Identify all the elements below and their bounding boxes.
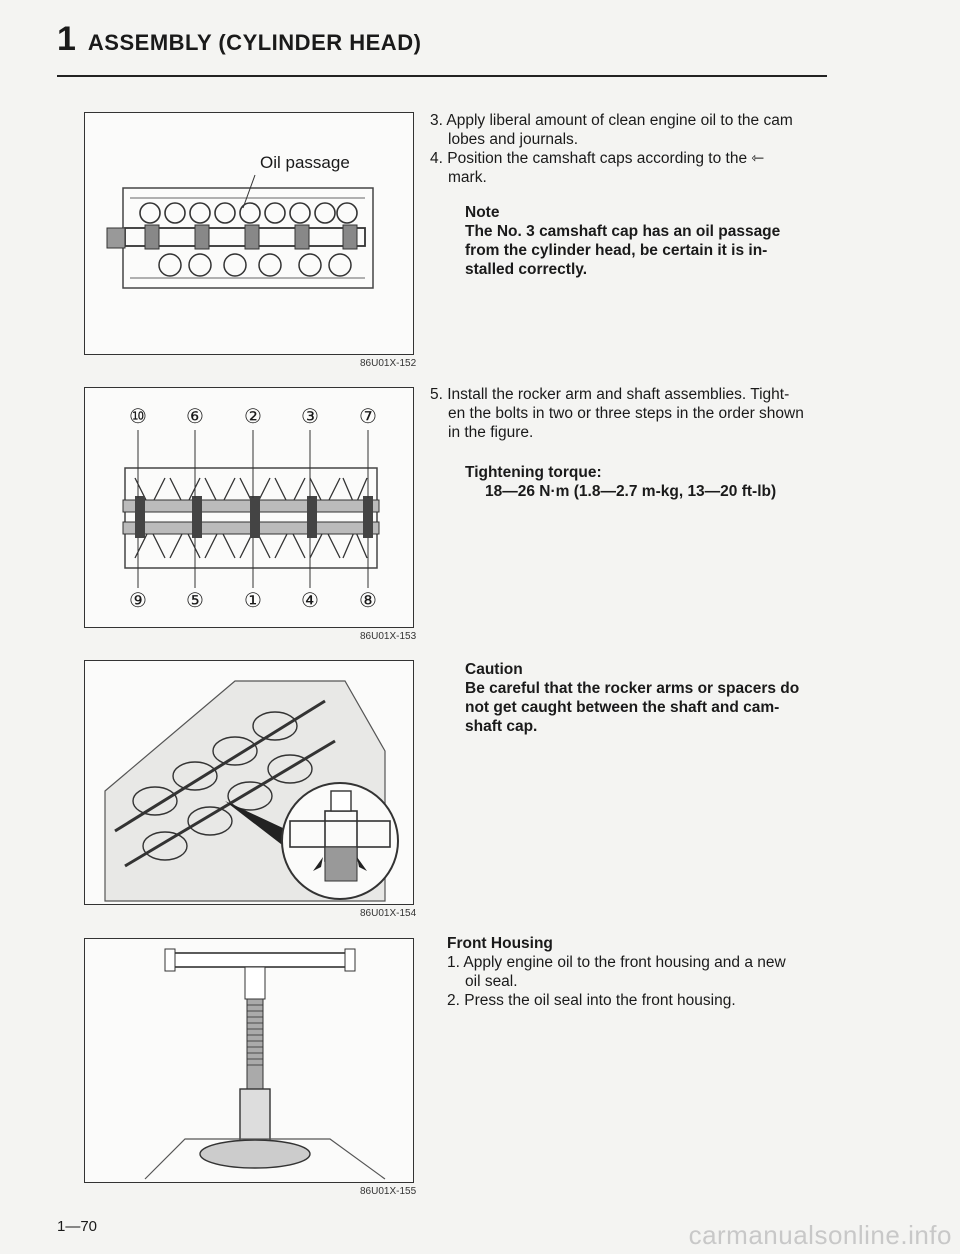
page-header	[57, 20, 421, 59]
step-number: 5.	[430, 386, 443, 403]
oil-seal-installer-drawing	[85, 939, 414, 1183]
caution-line: shaft cap.	[465, 718, 538, 735]
figure-bolt-order	[84, 387, 414, 628]
front-housing-section	[447, 934, 847, 1010]
rocker-shaft-installation-drawing	[85, 661, 414, 905]
note-block	[465, 203, 845, 279]
step-text: Apply liberal amount of clean engine oil to the cam	[446, 112, 793, 129]
watermark: carmanualsonline.info	[688, 1220, 952, 1250]
caution-line: not get caught between the shaft and cam-	[465, 699, 780, 716]
step-text-continued: oil seal.	[465, 973, 518, 990]
note-line: stalled correctly.	[465, 261, 588, 278]
section-number: 1	[57, 20, 76, 58]
torque-spec	[465, 463, 845, 501]
step-item	[430, 149, 830, 168]
step-text: Apply engine oil to the front housing and a new	[463, 954, 786, 971]
steps-3-4	[430, 111, 830, 187]
step-text: Install the rocker arm and shaft assemblies. Tight-	[447, 386, 790, 403]
bolt-number: ⑤	[186, 588, 204, 612]
bolt-number: ⑨	[129, 588, 147, 612]
step-item	[447, 953, 847, 972]
bolt-number: ②	[244, 404, 262, 428]
cylinder-head-camshaft-drawing	[85, 113, 414, 355]
note-heading: Note	[465, 204, 500, 221]
note-line: from the cylinder head, be certain it is in-	[465, 242, 768, 259]
bolt-number: ①	[244, 588, 262, 612]
oil-passage-label: Oil passage	[260, 153, 350, 172]
step-5	[430, 385, 830, 442]
figure-rocker-install	[84, 660, 414, 905]
step-number: 2.	[447, 992, 460, 1009]
step-text-continued: in the figure.	[448, 424, 534, 441]
section-heading: Front Housing	[447, 935, 553, 952]
figure-code: 86U01X-153	[360, 631, 417, 642]
figure-code: 86U01X-154	[360, 908, 417, 919]
step-text-continued: mark.	[448, 169, 487, 186]
bolt-number: ④	[301, 588, 319, 612]
step-text: Position the camshaft caps according to the ⇽	[447, 150, 765, 167]
step-text-continued: lobes and journals.	[448, 131, 579, 148]
step-item	[447, 991, 847, 1010]
torque-heading: Tightening torque:	[465, 464, 602, 481]
step-number: 1.	[447, 954, 460, 971]
torque-value: 18—26 N·m (1.8—2.7 m-kg, 13—20 ft-lb)	[485, 483, 777, 500]
step-number: 4.	[430, 150, 443, 167]
bolt-number: ⑧	[359, 588, 377, 612]
page-title: ASSEMBLY (CYLINDER HEAD)	[87, 30, 422, 55]
bolt-number: ⑥	[186, 404, 204, 428]
step-text-continued: en the bolts in two or three steps in the order shown	[448, 405, 804, 422]
caution-heading: Caution	[465, 661, 523, 678]
note-line: The No. 3 camshaft cap has an oil passage	[465, 223, 781, 240]
figure-oil-seal-press	[84, 938, 414, 1183]
caution-line: Be careful that the rocker arms or spacers do	[465, 680, 800, 697]
step-item	[430, 385, 830, 404]
bolt-number: ⑩	[129, 404, 147, 428]
step-item	[430, 111, 830, 130]
step-number: 3.	[430, 112, 443, 129]
figure-code: 86U01X-152	[360, 358, 417, 369]
bolt-number: ⑦	[359, 404, 377, 428]
caution-block	[465, 660, 845, 736]
bolt-number: ③	[301, 404, 319, 428]
figure-camshaft-caps	[84, 112, 414, 355]
header-rule	[57, 75, 827, 77]
step-text: Press the oil seal into the front housing.	[464, 992, 736, 1009]
figure-code: 86U01X-155	[360, 1186, 417, 1197]
page-number: 1—70	[57, 1218, 98, 1235]
